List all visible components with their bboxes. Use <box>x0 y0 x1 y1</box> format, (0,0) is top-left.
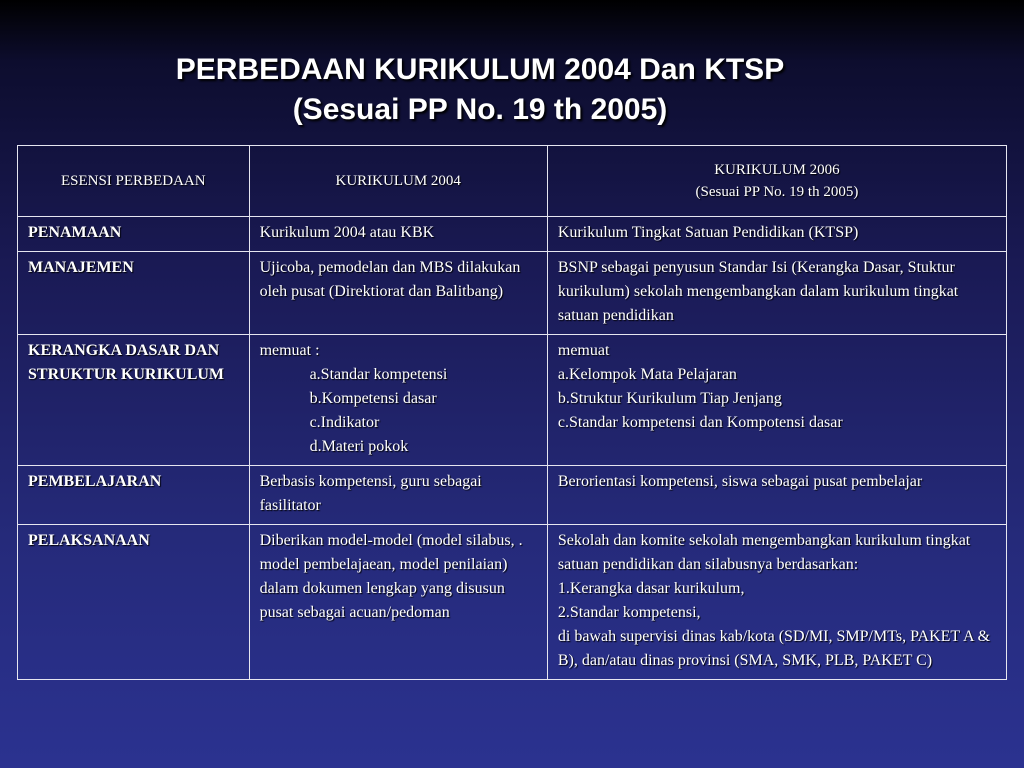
cell-2006: Kurikulum Tingkat Satuan Pendidikan (KTSP) <box>547 217 1006 252</box>
list-intro: memuat <box>557 342 610 359</box>
table-header-row <box>18 146 1007 217</box>
comparison-table <box>17 145 1007 680</box>
table-row-penamaan <box>18 217 1007 252</box>
header-kurikulum-2004: KURIKULUM 2004 <box>249 146 547 217</box>
list-item: b.Kompetensi dasar <box>309 390 437 407</box>
cell-2006: Berorientasi kompetensi, siswa sebagai pusat pembelajar <box>547 466 1006 525</box>
list-intro: memuat : <box>259 342 320 359</box>
header-2006-line1: KURIKULUM 2006 <box>714 162 840 178</box>
list-item: a.Kelompok Mata Pelajaran <box>557 366 737 383</box>
text-line: di bawah supervisi dinas kab/kota (SD/MI, SMP/MTs, PAKET A & B), dan/atau dinas provinsi (SMA, SMK, PLB, PAKET C) <box>557 628 991 669</box>
header-kurikulum-2006 <box>547 146 1006 217</box>
header-2006-line2: (Sesuai PP No. 19 th 2005) <box>695 184 859 200</box>
list-item: a.Standar kompetensi <box>309 366 448 383</box>
text-line: 2.Standar kompetensi, <box>557 604 701 621</box>
table-row-pelaksanaan <box>18 525 1007 680</box>
cell-2006 <box>547 525 1006 680</box>
table-row-manajemen <box>18 252 1007 335</box>
header-esensi: ESENSI PERBEDAAN <box>18 146 250 217</box>
slide-title <box>0 50 960 130</box>
cell-2006: BSNP sebagai penyusun Standar Isi (Kerangka Dasar, Stuktur kurikulum) sekolah mengembangkan dalam kurikulum tingkat satuan pendidikan <box>547 252 1006 335</box>
list-item: c.Indikator <box>309 414 380 431</box>
cell-2004 <box>249 335 547 466</box>
row-label: PELAKSANAAN <box>18 525 250 680</box>
title-line-1: PERBEDAAN KURIKULUM 2004 Dan KTSP <box>175 53 785 86</box>
list-item: c.Standar kompetensi dan Kompotensi dasar <box>557 414 843 431</box>
row-label: PEMBELAJARAN <box>18 466 250 525</box>
cell-2006 <box>547 335 1006 466</box>
cell-2004: Berbasis kompetensi, guru sebagai fasilitator <box>249 466 547 525</box>
row-label: PENAMAAN <box>18 217 250 252</box>
text-line: Sekolah dan komite sekolah mengembangkan kurikulum tingkat satuan pendidikan dan silabusnya berdasarkan: <box>557 532 971 573</box>
cell-2004: Kurikulum 2004 atau KBK <box>249 217 547 252</box>
table-row-kerangka-dasar <box>18 335 1007 466</box>
title-line-2: (Sesuai PP No. 19 th 2005) <box>292 93 668 126</box>
list-item: b.Struktur Kurikulum Tiap Jenjang <box>557 390 782 407</box>
cell-2004: Diberikan model-model (model silabus, . model pembelajaean, model penilaian) dalam dokumen lengkap yang disusun pusat sebagai acuan/pedoman <box>249 525 547 680</box>
table-row-pembelajaran <box>18 466 1007 525</box>
list-item: d.Materi pokok <box>309 438 409 455</box>
row-label: KERANGKA DASAR DAN STRUKTUR KURIKULUM <box>18 335 250 466</box>
text-line: 1.Kerangka dasar kurikulum, <box>557 580 745 597</box>
cell-2004: Ujicoba, pemodelan dan MBS dilakukan oleh pusat (Direktiorat dan Balitbang) <box>249 252 547 335</box>
row-label: MANAJEMEN <box>18 252 250 335</box>
